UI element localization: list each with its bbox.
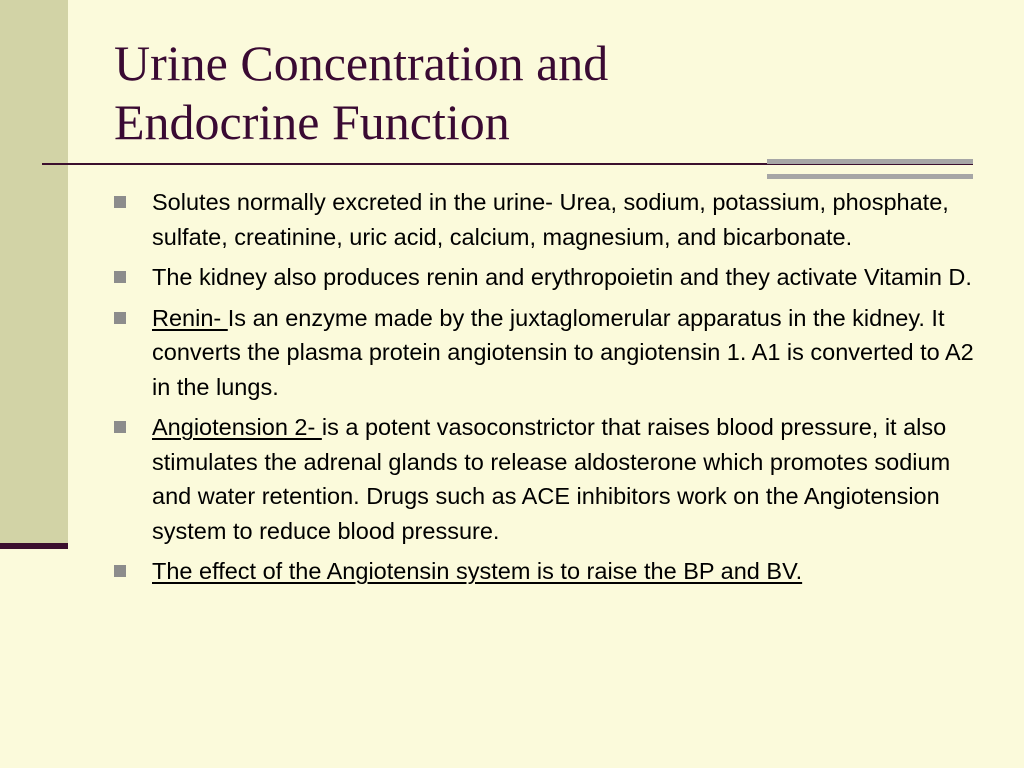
slide-title <box>114 34 974 152</box>
bullet-text <box>152 554 974 589</box>
left-sidebar-bar <box>0 0 68 545</box>
bullet-body: Solutes normally excreted in the urine- Urea, sodium, potassium, phosphate, sulfate, creatinine, uric acid, calcium, magnesium, and bicarbonate. <box>152 189 949 250</box>
accent-bar-bottom <box>767 174 973 179</box>
bullet-body: The kidney also produces renin and erythropoietin and they activate Vitamin D. <box>152 264 972 290</box>
bullet-item-effect <box>114 554 974 589</box>
square-bullet-icon <box>114 421 126 433</box>
bullet-text <box>152 260 974 295</box>
bullet-body: Is an enzyme made by the juxtaglomerular apparatus in the kidney. It converts the plasma protein angiotensin to angiotensin 1. A1 is converted to A2 in the lungs. <box>152 304 974 400</box>
bullet-item-angiotension <box>114 410 974 548</box>
bullet-text <box>152 301 974 405</box>
title-line-2: Endocrine Function <box>114 94 510 150</box>
bullet-text <box>152 410 974 548</box>
bullet-item-renin <box>114 301 974 405</box>
left-sidebar-underline <box>0 543 68 549</box>
title-line-1: Urine Concentration and <box>114 35 609 91</box>
square-bullet-icon <box>114 565 126 577</box>
accent-bar-top <box>767 159 973 164</box>
bullet-item-solutes <box>114 185 974 254</box>
bullet-summary: The effect of the Angiotensin system is to raise the BP and BV. <box>152 558 803 584</box>
square-bullet-icon <box>114 196 126 208</box>
bullet-term: Angiotension 2- <box>152 414 322 440</box>
bullet-term: Renin- <box>152 304 228 331</box>
bullet-item-kidney <box>114 260 974 295</box>
bullet-text <box>152 185 974 254</box>
square-bullet-icon <box>114 271 126 283</box>
bullet-list <box>114 185 974 595</box>
bullet-body: is a potent vasoconstrictor that raises blood pressure, it also stimulates the adrenal glands to release aldosterone which promotes sodium and water retention. Drugs such as ACE inhibitors work on the Angiotension system to reduce blood pressure. <box>152 414 951 544</box>
square-bullet-icon <box>114 312 126 324</box>
